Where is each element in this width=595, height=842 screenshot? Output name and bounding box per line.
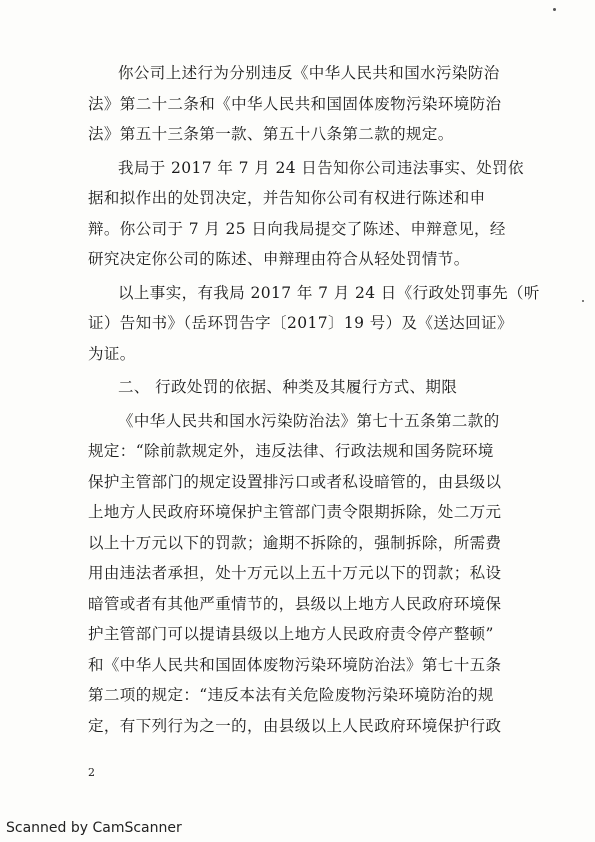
text-line: 第二项的规定：“违反本法有关危险废物污染环境防治的规: [88, 686, 494, 704]
text-line: 护主管部门可以提请县级以上地方人民政府责令停产整顿”: [88, 625, 494, 643]
text-line: 研究决定你公司的陈述、申辩理由符合从轻处罚情节。: [88, 250, 470, 268]
text-line: 我局于 2017 年 7 月 24 日告知你公司违法事实、处罚依: [118, 158, 524, 177]
document-body: [88, 58, 540, 741]
text-line: 规定：“除前款规定外，违反法律、行政法规和国务院环境: [88, 442, 494, 460]
text-line: 暗管或者有其他严重情节的，县级以上地方人民政府环境保: [88, 594, 502, 613]
text-line: 定，有下列行为之一的，由县级以上人民政府环境保护行政: [88, 716, 502, 735]
text-line: 和《中华人民共和国固体废物污染环境防治法》第七十五条: [88, 655, 502, 674]
paragraph-violation: [88, 58, 518, 150]
text-line: 《中华人民共和国水污染防治法》第七十五条第二款的: [118, 411, 500, 430]
text-line: 以上事实，有我局 2017 年 7 月 24 日《行政处罚事先（听: [118, 283, 540, 302]
text-line: 辩。你公司于 7 月 25 日向我局提交了陈述、申辩意见，经: [88, 219, 506, 238]
text-line: 为证。: [88, 344, 136, 363]
heading-text: 二、 行政处罚的依据、种类及其履行方式、期限: [118, 378, 458, 396]
scanner-watermark: Scanned by CamScanner: [6, 820, 182, 836]
text-line: 你公司上述行为分别违反《中华人民共和国水污染防治: [118, 64, 500, 82]
text-line: 法》第二十二条和《中华人民共和国固体废物污染环境防治: [88, 94, 502, 113]
paragraph-notification: [88, 153, 524, 275]
text-line: 保护主管部门的规定设置排污口或者私设暗管的，由县级以: [88, 472, 502, 491]
paragraph-evidence: [88, 278, 540, 370]
text-line: 据和拟作出的处罚决定，并告知你公司有权进行陈述和申: [88, 189, 486, 207]
text-line: 证）告知书》（岳环罚告字〔2017〕19 号）及《送达回证》: [88, 314, 513, 332]
scan-speck: [553, 8, 556, 11]
scan-speck: [582, 300, 584, 302]
text-line: 用由违法者承担，处十万元以上五十万元以下的罚款；私设: [88, 564, 502, 582]
section-heading: [88, 372, 518, 403]
text-line: 上地方人民政府环境保护主管部门责令限期拆除，处二万元: [88, 503, 502, 521]
paragraph-legal-basis: [88, 406, 518, 742]
text-line: 以上十万元以下的罚款；逾期不拆除的，强制拆除，所需费: [88, 533, 502, 552]
page-number: 2: [88, 766, 95, 779]
text-line: 法》第五十三条第一款、第五十八条第二款的规定。: [88, 125, 454, 143]
